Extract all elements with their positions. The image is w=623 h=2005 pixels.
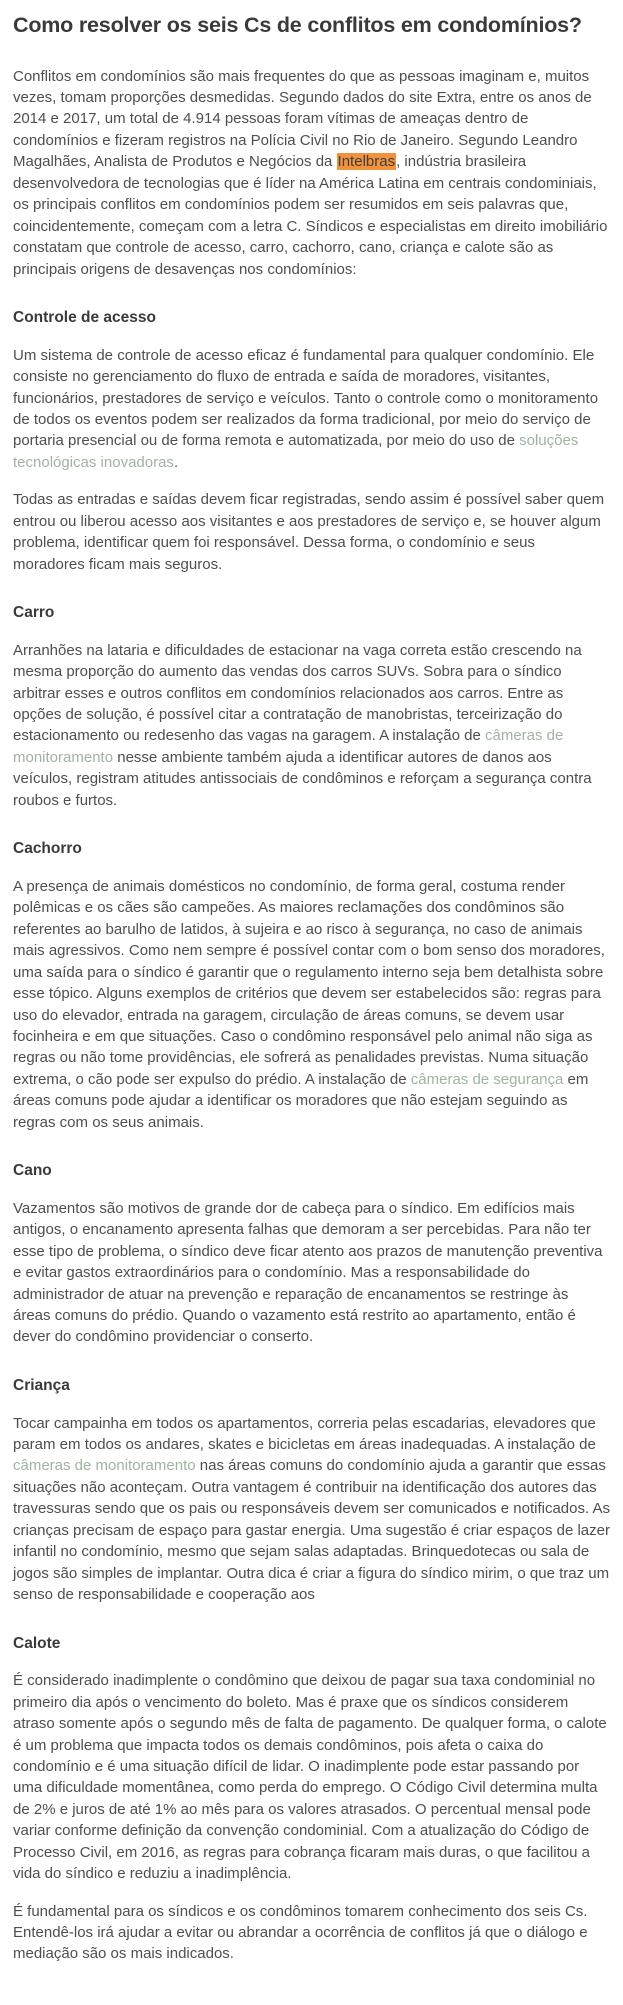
page-title: Como resolver os seis Cs de conflitos em condomínios? — [13, 13, 582, 37]
paragraph: Todas as entradas e saídas devem ficar registradas, sendo assim é possível saber quem entrou ou liberou acesso aos visitantes e aos prestadores de serviço e, se houver algum problema, identificar quem foi responsável. Dessa forma, o condomínio e seus moradores ficam mais seguros. — [13, 491, 605, 573]
inline-link[interactable]: câmeras de monitoramento — [13, 1457, 196, 1475]
section-heading: Carro — [13, 604, 55, 622]
section-heading: Cachorro — [13, 840, 82, 858]
inline-link[interactable]: câmeras de segurança — [410, 1070, 564, 1088]
paragraph: Um sistema de controle de acesso eficaz é fundamental para qualquer condomínio. Ele consiste no gerenciamento do fluxo de entrada e saída de moradores, visitantes, funcionários, prestadores de serviço e veículos. Tanto o controle como o monitoramento de todos os eventos podem ser realizados da forma tradicional, por meio do serviço de portaria presencial ou de forma remota e automatizada, por meio do uso de soluções tecnológicas inovadoras. — [13, 346, 599, 471]
article — [13, 10, 610, 1965]
section-heading: Criança — [13, 1376, 70, 1394]
paragraph: É fundamental para os síndicos e os condôminos tomarem conhecimento dos seis Cs. Entendê-los irá ajudar a evitar ou abrandar a ocorrência de conflitos já que o diálogo e mediação são os mais indicados. — [13, 1902, 588, 1963]
article-body — [13, 66, 610, 1965]
paragraph: Tocar campainha em todos os apartamentos, correria pelas escadarias, elevadores que param em todos os andares, skates e bicicletas em áreas inadequadas. A instalação de câmeras de monitoramento nas áreas comuns do condomínio ajuda a garantir que essas situações não aconteçam. Outra vantagem é contribuir na identificação dos autores das travessuras sendo que os pais ou responsáveis devem ser comunicados e notificados. As crianças precisam de espaço para gastar energia. Uma sugestão é criar espaços de lazer infantil no condomínio, mesmo que sejam salas adaptadas. Brinquedotecas ou sala de jogos são simples de implantar. Outra dica é criar a figura do síndico mirim, o que traz um senso de responsabilidade e cooperação aos — [13, 1414, 610, 1604]
paragraph: A presença de animais domésticos no condomínio, de forma geral, costuma render polêmicas e os cães são campeões. As maiores reclamações dos condôminos são referentes ao barulho de latidos, à sujeira e ao risco à segurança, no caso de animais mais agressivos. Como nem sempre é possível contar com o bom senso dos moradores, uma saída para o síndico é garantir que o regulamento interno seja bem detalhista sobre esse tópico. Alguns exemplos de critérios que devem ser estabelecidos são: regras para uso do elevador, entrada na garagem, circulação de áreas comuns, se devem usar focinheira e em que situações. Caso o condômino responsável pelo animal não siga as regras ou não tome providências, ele sofrerá as penalidades previstas. Numa situação extrema, o cão pode ser expulso do prédio. A instalação de câmeras de segurança em áreas comuns pode ajudar a identificar os moradores que não estejam seguindo as regras com os seus animais. — [13, 877, 605, 1131]
paragraph: É considerado inadimplente o condômino que deixou de pagar sua taxa condominial no primeiro dia após o vencimento do boleto. Mas é praxe que os síndicos considerem atraso somente após o segundo mês de falta de pagamento. De qualquer forma, o calote é um problema que impacta todos os demais condôminos, pois afeta o caixa do condomínio e é uma situação difícil de lidar. O inadimplente pode estar passando por uma dificuldade momentânea, como perda do emprego. O Código Civil determina multa de 2% e juros de até 1% ao mês para os valores atrasados. O percentual mensal pode variar conforme definição da convenção condominial. Com a atualização do Código de Processo Civil, em 2016, as regras para cobrança ficaram mais duras, o que facilitou a vida do síndico e reduziu a inadimplência. — [13, 1672, 607, 1883]
inline-link[interactable]: soluções tecnológicas inovadoras — [13, 432, 579, 471]
search-highlight: Intelbras — [337, 153, 396, 171]
paragraph: Conflitos em condomínios são mais frequentes do que as pessoas imaginam e, muitos vezes, tomam proporções desmedidas. Segundo dados do site Extra, entre os anos de 2014 e 2017, um total de 4.914 pessoas foram vítimas de ameaças dentro de condomínios e fizeram registros na Polícia Civil no Rio de Janeiro. Segundo Leandro Magalhães, Analista de Produtos e Negócios da Intelbras, indústria brasileira desenvolvedora de tecnologias que é líder na América Latina em centrais condominiais, os principais conflitos em condomínios podem ser resumidos em seis palavras que, coincidentemente, começam com a letra C. Síndicos e especialistas em direito imobiliário constatam que controle de acesso, carro, cachorro, cano, criança e calote são as principais origens de desavenças nos condomínios: — [13, 67, 608, 278]
paragraph: Arranhões na lataria e dificuldades de estacionar na vaga correta estão crescendo na mesma proporção do aumento das vendas dos carros SUVs. Sobra para o síndico arbitrar esses e outros conflitos em condomínios relacionados aos carros. Entre as opções de solução, é possível citar a contratação de manobristas, terceirização do estacionamento ou redesenho das vagas na garagem. A instalação de câmeras de monitoramento nesse ambiente também ajuda a identificar autores de danos aos veículos, registram atitudes antissociais de condôminos e reforçam a segurança contra roubos e furtos. — [13, 641, 592, 809]
section-heading: Controle de acesso — [13, 308, 156, 326]
section-heading: Calote — [13, 1634, 61, 1652]
inline-link[interactable]: câmeras de monitoramento — [13, 727, 564, 766]
paragraph: Vazamentos são motivos de grande dor de cabeça para o síndico. Em edifícios mais antigos, o encanamento apresenta falhas que demoram a ser percebidas. Para não ter esse tipo de problema, o síndico deve ficar atento aos prazos de manutenção preventiva e evitar gastos extraordinários para o condomínio. Mas a responsabilidade do administrador de atuar na prevenção e reparação de encanamentos se restringe às áreas comuns do prédio. Quando o vazamento está restrito ao apartamento, então é dever do condômino providenciar o conserto. — [13, 1199, 603, 1346]
section-heading: Cano — [13, 1162, 52, 1180]
